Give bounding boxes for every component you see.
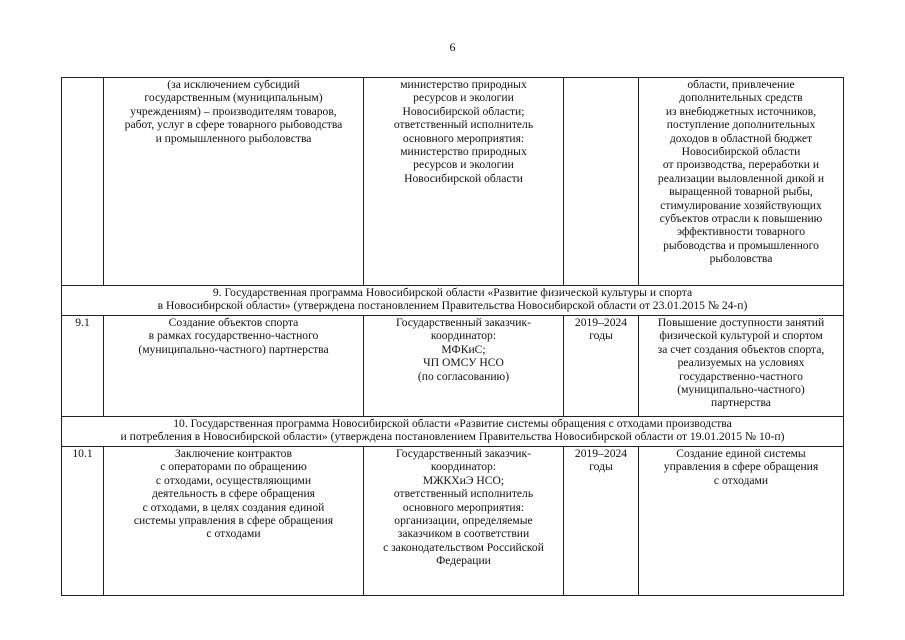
event-cell: (за исключением субсидий государственным (муниципальным) учреждениям) – производителям товаров, работ, услуг в сфере товарного рыбоводства и промышленного рыболовства (104, 78, 364, 286)
row-number-cell: 10.1 (62, 447, 104, 596)
section-header-row-9 (62, 286, 844, 316)
responsible-cell: министерство природных ресурсов и экологии Новосибирской области; ответственный исполнитель основного мероприятия: министерство природных ресурсов и экологии Новосибирской области (364, 78, 564, 286)
section-title-9: 9. Государственная программа Новосибирской области «Развитие физической культуры и спорта в Новосибирской области» (утверждена постановлением Правительства Новосибирской области от 23.01.2015 № 24-п) (62, 286, 844, 316)
period-cell: 2019–2024 годы (564, 316, 639, 417)
event-cell: Заключение контрактов с операторами по обращению с отходами, осуществляющими деятельность в сфере обращения с отходами, в целях создания единой системы управления в сфере обращения с отходами (104, 447, 364, 596)
responsible-cell: Государственный заказчик- координатор: МФКиС; ЧП ОМСУ НСО (по согласованию) (364, 316, 564, 417)
section-title-10: 10. Государственная программа Новосибирской области «Развитие системы обращения с отходами производства и потребления в Новосибирской области» (утверждена постановлением Правительства Новосибирской области от 19.01.2015 № 10-п) (62, 417, 844, 447)
result-cell: Создание единой системы управления в сфере обращения с отходами (639, 447, 844, 596)
period-cell (564, 78, 639, 286)
period-cell: 2019–2024 годы (564, 447, 639, 596)
row-number-cell: 9.1 (62, 316, 104, 417)
result-cell: области, привлечение дополнительных средств из внебюджетных источников, поступление дополнительных доходов в областной бюджет Новосибирской области от производства, переработки и реализации выловленной дикой и выращенной товарной рыбы, стимулирование хозяйствующих субъектов отрасли к повышению эффективности товарного рыбоводства и промышленного рыболовства (639, 78, 844, 286)
result-cell: Повышение доступности занятий физической культурой и спортом за счет создания объектов спорта, реализуемых на условиях государственно-частного (муниципально-частного) партнерства (639, 316, 844, 417)
section-header-row-10 (62, 417, 844, 447)
table-row-continued (62, 78, 844, 286)
responsible-cell: Государственный заказчик- координатор: МЖКХиЭ НСО; ответственный исполнитель основного мероприятия: организации, определяемые заказчиком в соответствии с законодательством Российской Федерации (364, 447, 564, 596)
event-cell: Создание объектов спорта в рамках государственно-частного (муниципально-частного) партнерства (104, 316, 364, 417)
page-number: 6 (449, 40, 456, 54)
table-row-9-1 (62, 316, 844, 417)
row-number-cell (62, 78, 104, 286)
measures-table (61, 77, 844, 596)
table-row-10-1 (62, 447, 844, 596)
